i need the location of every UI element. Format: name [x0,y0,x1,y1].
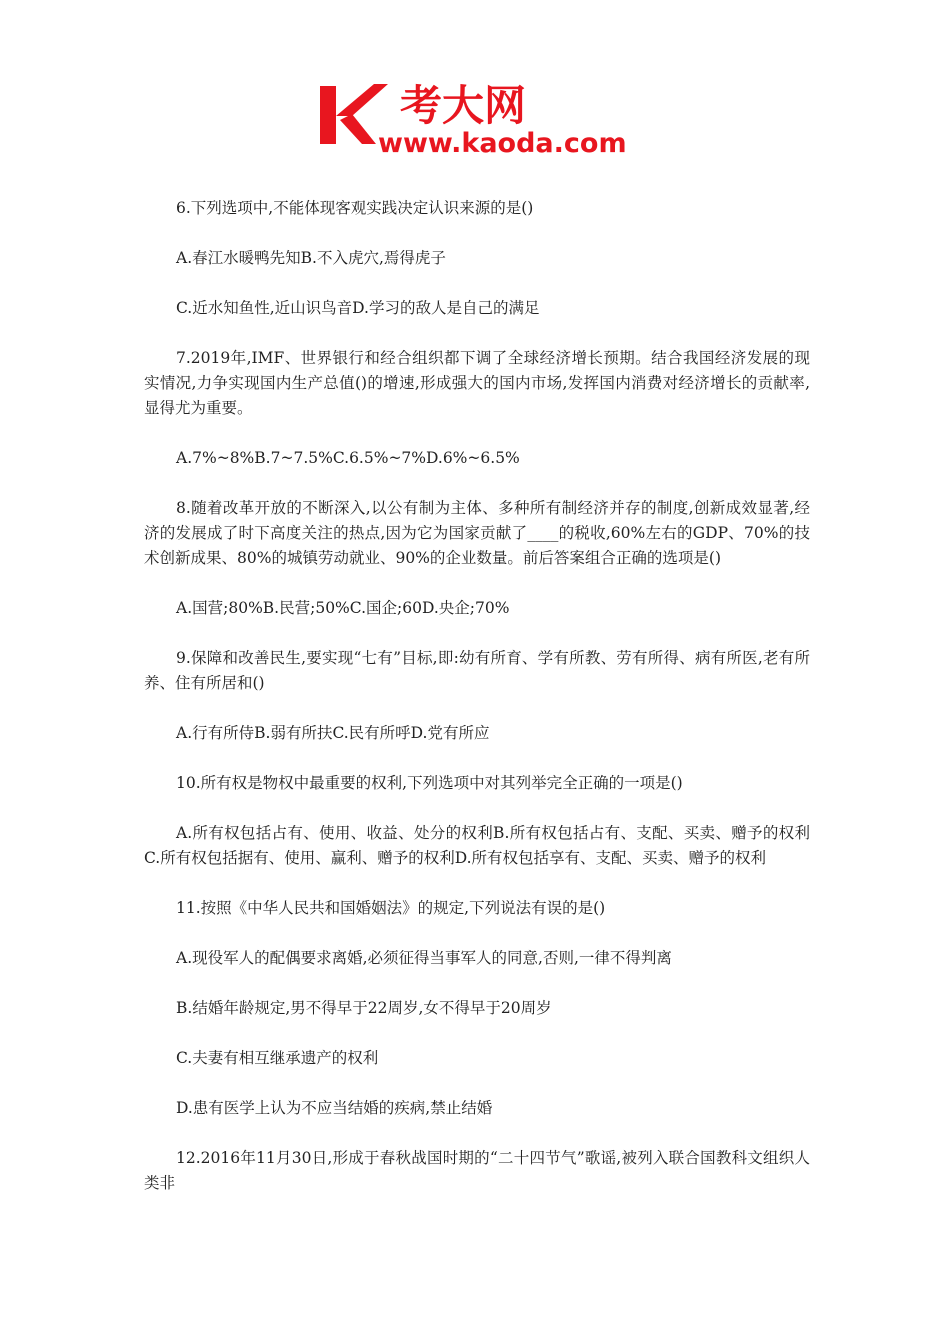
q8-stem: 8.随着改革开放的不断深入,以公有制为主体、多种所有制经济并存的制度,创新成效显著,经济的发展成了时下高度关注的热点,因为它为国家贡献了____的税收,60%左右的GDP、70%的技术创新成果、80%的城镇劳动就业、90%的企业数量。前后答案组合正确的选项是() [144,499,810,567]
logo-brand-text: 考大网 [400,81,527,130]
q7-options: A.7%~8%B.7~7.5%C.6.5%~7%D.6%~6.5% [176,449,520,467]
q9-options: A.行有所侍B.弱有所扶C.民有所呼D.党有所应 [176,724,490,742]
q11-stem: 11.按照《中华人民共和国婚姻法》的规定,下列说法有误的是() [176,899,606,917]
q11-option-a: A.现役军人的配偶要求离婚,必须征得当事军人的同意,否则,一律不得判离 [176,949,672,967]
q6-stem: 6.下列选项中,不能体现客观实践决定认识来源的是() [176,199,534,217]
q11-option-c: C.夫妻有相互继承遗产的权利 [176,1049,379,1067]
q6-options-ab: A.春江水暖鸭先知B.不入虎穴,焉得虎子 [176,249,446,267]
q8-options: A.国营;80%B.民营;50%C.国企;60D.央企;70% [176,599,510,617]
logo-url-text: www.kaoda.com [378,128,627,158]
kaoda-logo-graphic [318,80,640,158]
q10-stem: 10.所有权是物权中最重要的权利,下列选项中对其列举完全正确的一项是() [176,774,683,792]
q11-option-b: B.结婚年龄规定,男不得早于22周岁,女不得早于20周岁 [176,999,552,1017]
question-content [144,196,810,1221]
q6-options-cd: C.近水知鱼性,近山识鸟音D.学习的敌人是自己的满足 [176,299,540,317]
q11-option-d: D.患有医学上认为不应当结婚的疾病,禁止结婚 [176,1099,493,1117]
q12-stem: 12.2016年11月30日,形成于春秋战国时期的“二十四节气”歌谣,被列入联合国教科文组织人类非 [144,1149,810,1192]
q7-stem: 7.2019年,IMF、世界银行和经合组织都下调了全球经济增长预期。结合我国经济发展的现实情况,力争实现国内生产总值()的增速,形成强大的国内市场,发挥国内消费对经济增长的贡献率,显得尤为重要。 [144,349,810,417]
q10-options: A.所有权包括占有、使用、收益、处分的权利B.所有权包括占有、支配、买卖、赠予的权利C.所有权包括据有、使用、赢利、赠予的权利D.所有权包括享有、支配、买卖、赠予的权利 [144,824,810,867]
kaoda-logo [318,80,640,158]
q9-stem: 9.保障和改善民生,要实现“七有”目标,即:幼有所育、学有所教、劳有所得、病有所医,老有所养、住有所居和() [144,649,810,692]
